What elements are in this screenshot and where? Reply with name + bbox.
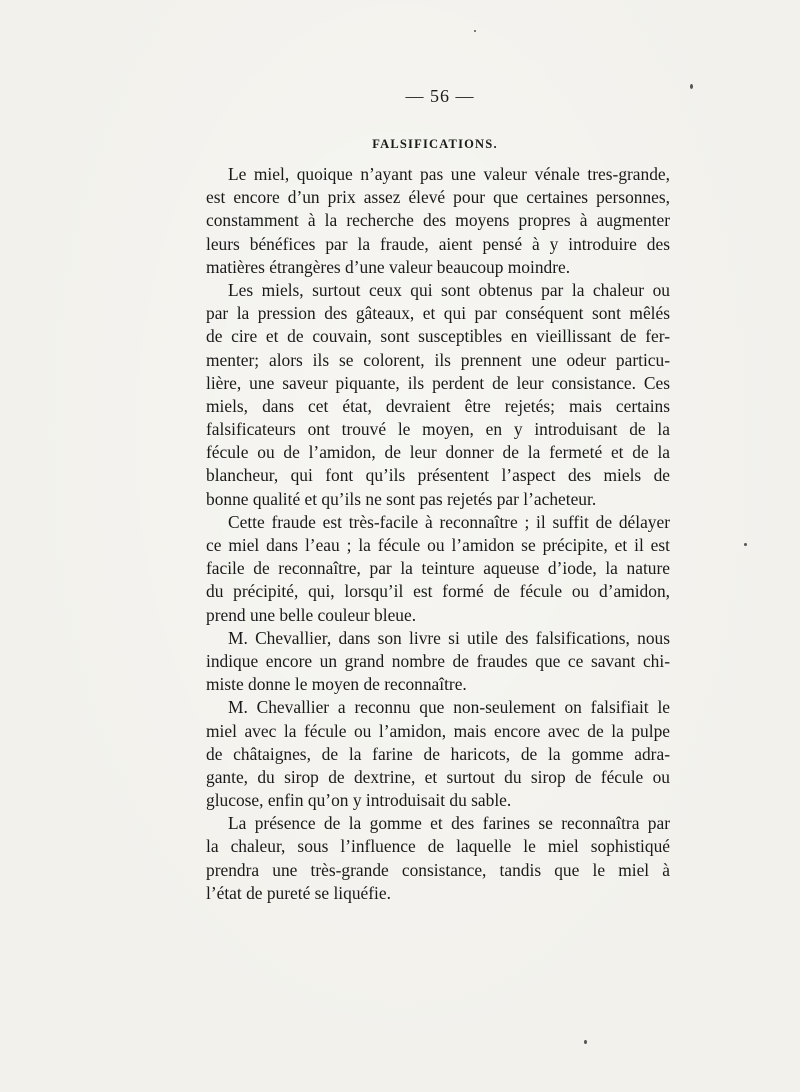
text-line: glucose, enfin qu’on y introduisait du sable. bbox=[206, 790, 512, 811]
text-line: est encore d’un prix assez élevé pour que certaines personnes, bbox=[206, 187, 670, 208]
text-line: prend une belle couleur bleue. bbox=[206, 604, 417, 625]
page-number: — 56 — bbox=[405, 86, 475, 106]
text-line: la chaleur, sous l’influence de laquelle le miel sophistiqué bbox=[206, 836, 670, 857]
text-line: de châtaignes, de la farine de haricots, de la gomme adra- bbox=[206, 743, 670, 764]
paragraph bbox=[206, 696, 670, 812]
paragraph bbox=[206, 627, 670, 697]
text-line: gante, du sirop de dextrine, et surtout du sirop de fécule ou bbox=[206, 766, 670, 787]
text-line: blancheur, qui font qu’ils présentent l’aspect des miels de bbox=[206, 465, 670, 486]
paragraph bbox=[206, 511, 670, 627]
paragraph bbox=[206, 163, 670, 279]
page-speck bbox=[474, 30, 476, 32]
text-line: matières étrangères d’une valeur beaucoup moindre. bbox=[206, 256, 571, 277]
text-line: lière, une saveur piquante, ils perdent de leur consistance. Ces bbox=[206, 372, 670, 393]
text-line: miel avec la fécule ou l’amidon, mais encore avec de la pulpe bbox=[206, 720, 670, 741]
page-speck bbox=[744, 543, 747, 546]
text-line: M. Chevallier, dans son livre si utile des falsifications, nous bbox=[228, 627, 670, 648]
text-line: constamment à la recherche des moyens propres à augmenter bbox=[206, 210, 670, 231]
text-line: bonne qualité et qu’ils ne sont pas rejetés par l’acheteur. bbox=[206, 488, 597, 509]
text-line: facile de reconnaître, par la teinture aqueuse d’iode, la nature bbox=[206, 558, 670, 579]
text-line: falsificateurs ont trouvé le moyen, en y introduisant de la bbox=[206, 419, 670, 440]
text-line: menter; alors ils se colorent, ils prennent une odeur particu- bbox=[206, 349, 670, 370]
text-line: Les miels, surtout ceux qui sont obtenus par la chaleur ou bbox=[228, 279, 670, 300]
text-line: miels, dans cet état, devraient être rejetés; mais certains bbox=[206, 395, 670, 416]
page-speck bbox=[690, 84, 693, 89]
text-line: de cire et de couvain, sont susceptibles en vieillissant de fer- bbox=[206, 326, 670, 347]
text-line: leurs bénéfices par la fraude, aient pensé à y introduire des bbox=[206, 233, 670, 254]
text-line: l’état de pureté se liquéfie. bbox=[206, 882, 391, 903]
page-body bbox=[206, 163, 670, 905]
paragraph bbox=[206, 279, 670, 511]
section-heading: FALSIFICATIONS. bbox=[372, 137, 498, 151]
text-line: Cette fraude est très-facile à reconnaître ; il suffit de délayer bbox=[228, 511, 670, 532]
text-line: miste donne le moyen de reconnaître. bbox=[206, 674, 467, 695]
text-line: La présence de la gomme et des farines se reconnaîtra par bbox=[228, 813, 670, 834]
text-line: M. Chevallier a reconnu que non-seulement on falsifiait le bbox=[228, 697, 670, 718]
text-line: ce miel dans l’eau ; la fécule ou l’amidon se précipite, et il est bbox=[206, 535, 670, 555]
text-line: par la pression des gâteaux, et qui par conséquent sont mêlés bbox=[206, 303, 670, 324]
page-speck bbox=[584, 1040, 587, 1044]
text-line: prendra une très-grande consistance, tandis que le miel à bbox=[206, 859, 670, 880]
text-line: indique encore un grand nombre de fraudes que ce savant chi- bbox=[206, 650, 670, 671]
paragraph bbox=[206, 812, 670, 905]
text-line: du précipité, qui, lorsqu’il est formé de fécule ou d’amidon, bbox=[206, 581, 670, 602]
text-line: Le miel, quoique n’ayant pas une valeur vénale tres-grande, bbox=[228, 164, 670, 184]
text-line: fécule ou de l’amidon, de leur donner de la fermeté et de la bbox=[206, 442, 670, 463]
